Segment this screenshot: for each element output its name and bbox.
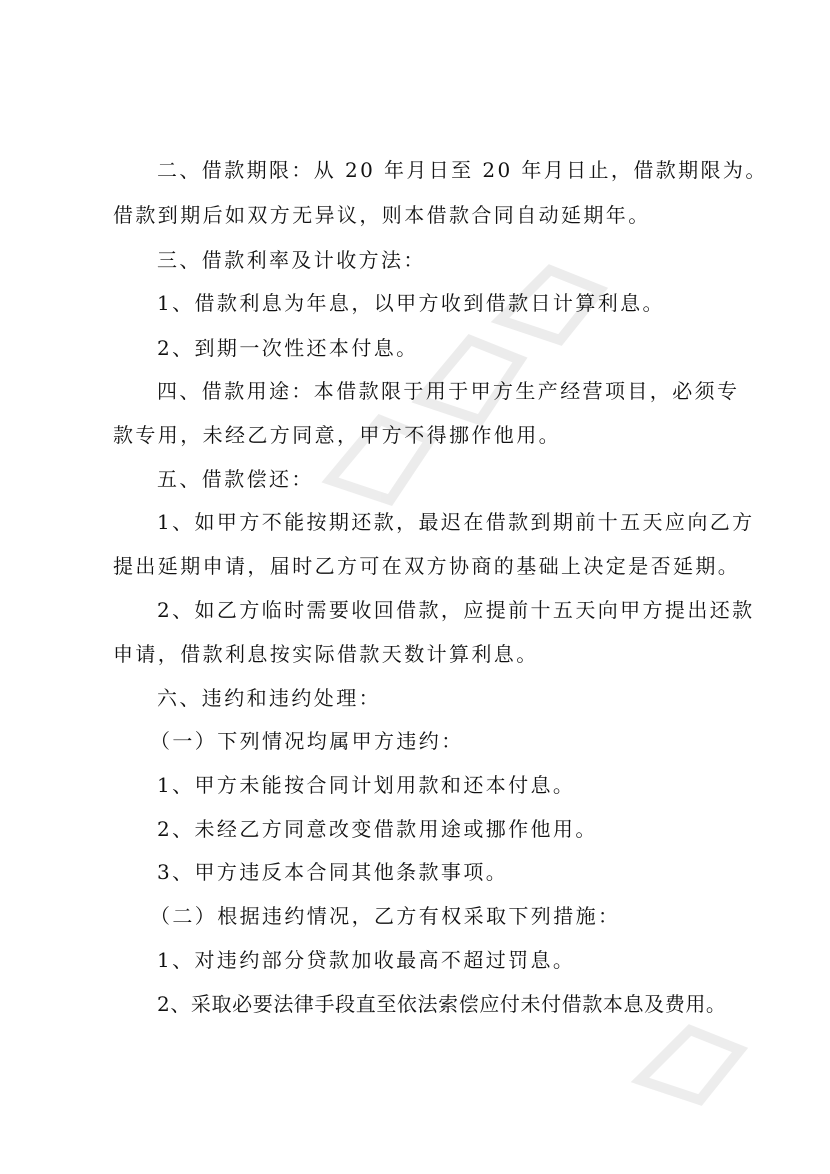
clause-6-sub-1-item-3: 3、甲方违反本合同其他条款事项。 <box>157 860 509 884</box>
clause-3-heading: 三、借款利率及计收方法： <box>157 248 426 272</box>
clause-6-sub-1-item-1: 1、甲方未能按合同计划用款和还本付息。 <box>157 773 576 797</box>
clause-6-sub-2-heading: （二）根据违约情况，乙方有权采取下列措施： <box>150 904 621 928</box>
clause-5-item-1-cont: 提出延期申请，届时乙方可在双方协商的基础上决定是否延期。 <box>113 554 741 578</box>
clause-2-term: 二、借款期限：从 20 年月日至 20 年月日止，借款期限为。 <box>157 158 768 182</box>
clause-4-purpose: 四、借款用途：本借款限于用于甲方生产经营项目，必须专 <box>157 379 740 403</box>
clause-3-item-2: 2、到期一次性还本付息。 <box>157 336 419 360</box>
clause-6-sub-2-item-2: 2、采取必要法律手段直至依法索偿应付未付借款本息及费用。 <box>157 992 727 1016</box>
clause-6-heading: 六、违约和违约处理： <box>157 686 381 710</box>
clause-5-item-2-cont: 申请，借款利息按实际借款天数计算利息。 <box>113 642 539 666</box>
clause-3-item-1: 1、借款利息为年息，以甲方收到借款日计算利息。 <box>157 291 665 315</box>
clause-4-purpose-cont: 款专用，未经乙方同意，甲方不得挪作他用。 <box>113 423 561 447</box>
clause-5-item-2: 2、如乙方临时需要收回借款，应提前十五天向甲方提出还款 <box>157 598 755 622</box>
clause-6-sub-1-item-2: 2、未经乙方同意改变借款用途或挪作他用。 <box>157 817 598 841</box>
clause-5-heading: 五、借款偿还： <box>157 467 314 491</box>
clause-6-sub-1-heading: （一）下列情况均属甲方违约： <box>150 729 464 753</box>
clause-6-sub-2-item-1: 1、对违约部分贷款加收最高不超过罚息。 <box>157 948 576 972</box>
clause-5-item-1: 1、如甲方不能按期还款，最迟在借款到期前十五天应向乙方 <box>157 510 755 534</box>
clause-2-term-cont: 借款到期后如双方无异议，则本借款合同自动延期年。 <box>113 203 651 227</box>
